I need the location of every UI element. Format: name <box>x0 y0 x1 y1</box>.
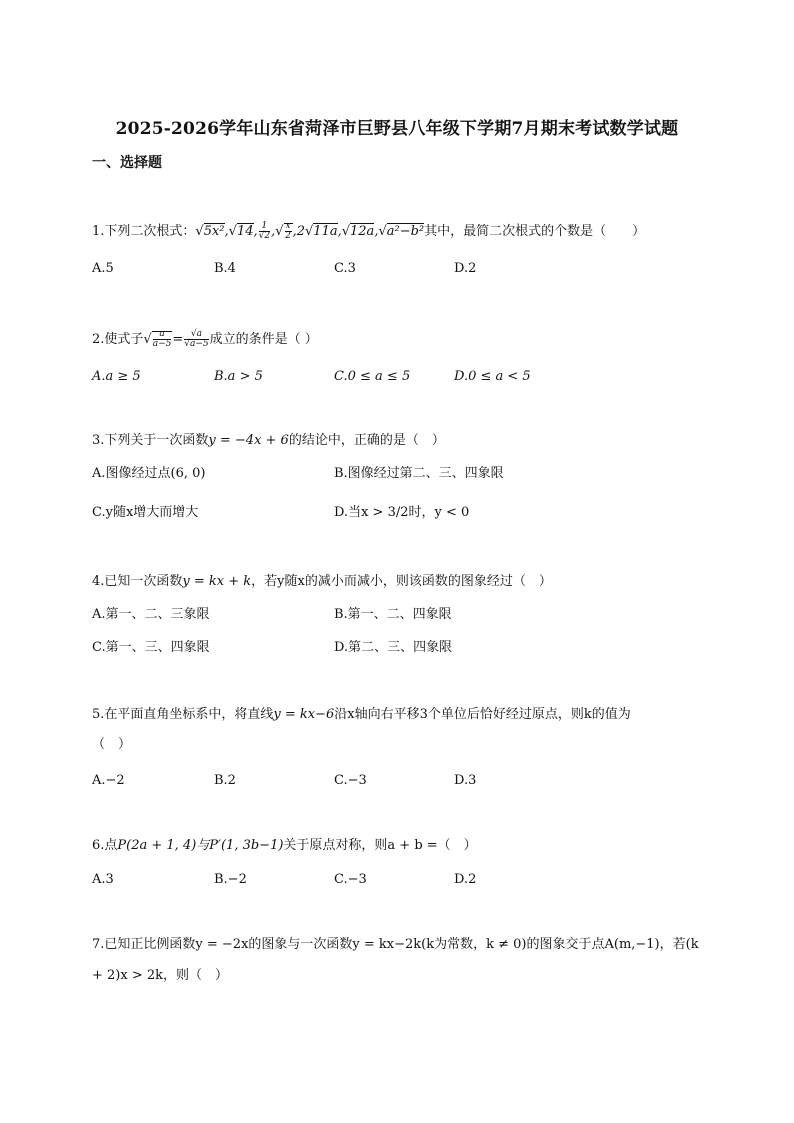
option-2c: C.0 ≤ a ≤ 5 <box>334 369 411 384</box>
question-6: 6.点P(2a + 1, 4)与P′(1, 3b−1)关于原点对称，则a + b =（ ） <box>92 838 477 853</box>
option-5a: A.−2 <box>92 773 125 788</box>
question-5-paren: （ ） <box>92 737 132 752</box>
option-3a: A.图像经过点(6, 0) <box>92 466 206 481</box>
question-1-prefix: 1.下列二次根式： <box>92 224 196 239</box>
option-1b: B.4 <box>214 261 236 276</box>
option-2d: D.0 ≤ a < 5 <box>454 369 531 384</box>
option-3c: C.y随x增大而增大 <box>92 505 199 520</box>
option-5d: D.3 <box>454 773 477 788</box>
question-3-function: y = −4x + 6 <box>208 433 289 448</box>
option-6b: B.−2 <box>214 872 247 887</box>
option-4b: B.第一、二、四象限 <box>334 607 452 622</box>
question-1 <box>92 222 645 241</box>
option-6c: C.−3 <box>334 872 367 887</box>
option-5b: B.2 <box>214 773 236 788</box>
option-4c: C.第一、三、四象限 <box>92 640 210 655</box>
question-7-line2: + 2)x > 2k，则（ ） <box>92 968 229 983</box>
question-5-line: y = kx−6 <box>273 707 335 722</box>
page-title: 2025-2026学年山东省菏泽市巨野县八年级下学期7月期末考试数学试题 <box>115 119 679 139</box>
option-3d: D.当x > 3/2时，y < 0 <box>334 505 470 520</box>
option-2b: B.a > 5 <box>214 369 263 384</box>
option-3b: B.图像经过第二、三、四象限 <box>334 466 504 481</box>
question-1-suffix: 其中，最简二次根式的个数是（ ） <box>424 224 646 239</box>
question-5: 5.在平面直角坐标系中，将直线y = kx−6沿x轴向右平移3个单位后恰好经过原点，则k的值为 <box>92 707 631 722</box>
question-2 <box>92 330 318 349</box>
question-6-points: P(2a + 1, 4)与P′(1, 3b−1) <box>117 838 284 853</box>
question-1-radicals: √5x²,√14, $\frac{1}{√2}$ ,√ $\frac{x}{2}$ ,2√11a,√12a,√a²−b² <box>195 221 425 241</box>
option-2a: A.a ≥ 5 <box>92 369 141 384</box>
question-7: 7.已知正比例函数y = −2x的图象与一次函数y = kx−2k(k为常数，k ≠ 0)的图象交于点A(m,−1)，若(k <box>92 937 699 952</box>
section-heading: 一、选择题 <box>92 155 162 171</box>
option-1d: D.2 <box>454 261 477 276</box>
option-5c: C.−3 <box>334 773 367 788</box>
question-2-expression: √ $\frac{a}{a-5}$ = $\frac{√a}{√a-5}$ <box>143 329 209 349</box>
option-4a: A.第一、二、三象限 <box>92 607 210 622</box>
option-1a: A.5 <box>92 261 114 276</box>
question-3: 3.下列关于一次函数y = −4x + 6的结论中，正确的是（ ） <box>92 433 445 448</box>
option-1c: C.3 <box>334 261 356 276</box>
question-2-suffix: 成立的条件是（ ） <box>209 332 318 347</box>
question-4: 4.已知一次函数y = kx + k，若y随x的减小而减小，则该函数的图象经过（ ） <box>92 574 552 589</box>
question-4-function: y = kx + k <box>182 574 252 589</box>
option-6a: A.3 <box>92 872 114 887</box>
option-6d: D.2 <box>454 872 477 887</box>
option-4d: D.第二、三、四象限 <box>334 640 453 655</box>
question-2-prefix: 2.使式子 <box>92 332 144 347</box>
